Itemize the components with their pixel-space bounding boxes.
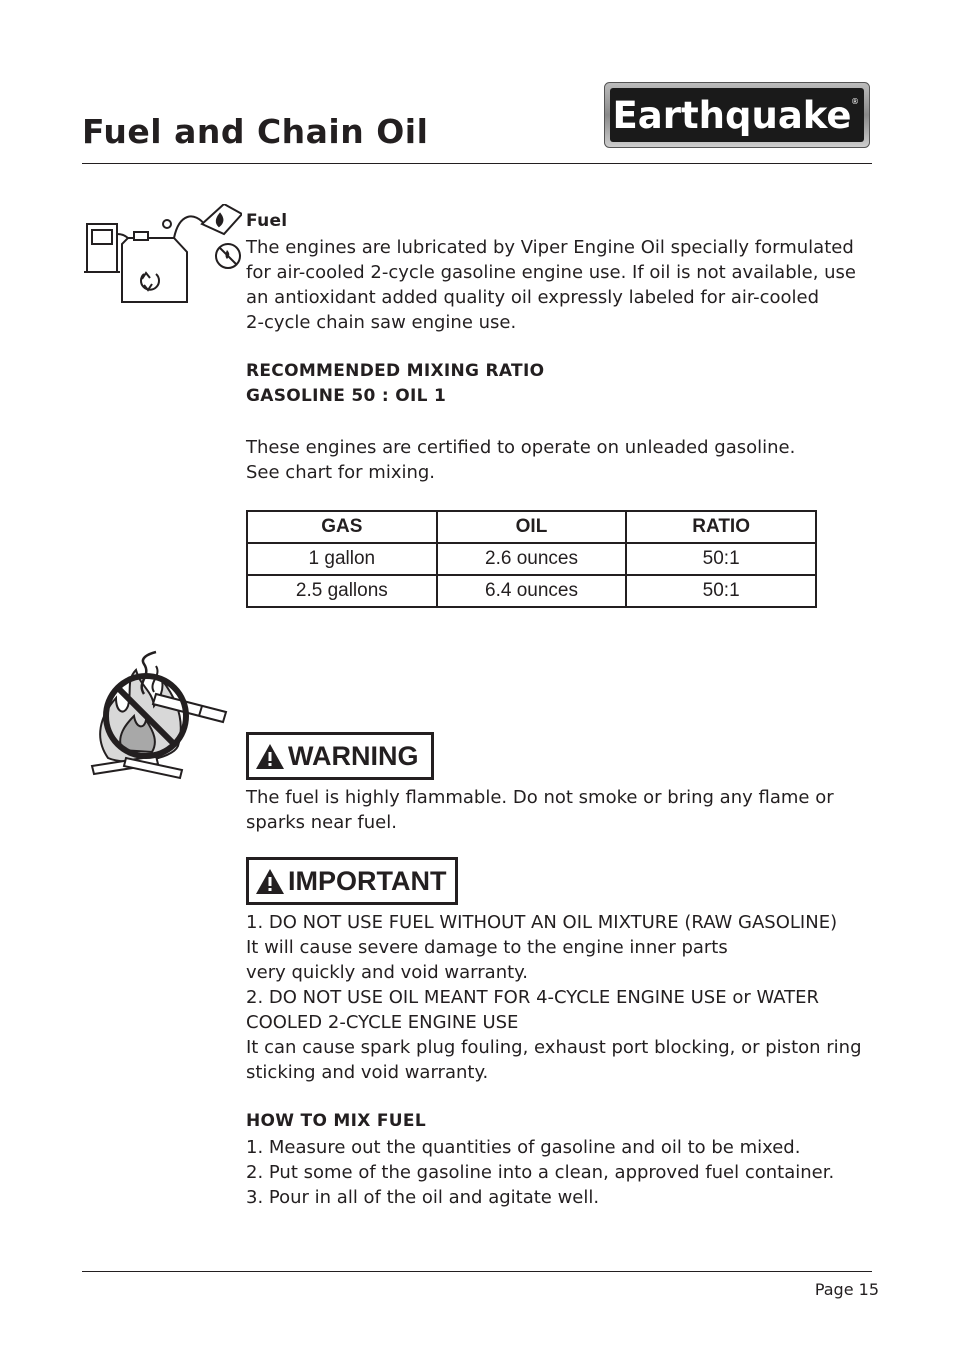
- earthquake-logo: [604, 82, 870, 148]
- important-badge: [246, 857, 458, 905]
- certified-paragraph: [246, 435, 795, 485]
- warning-text: [246, 785, 834, 835]
- text-line: It will cause severe damage to the engine inner parts: [246, 937, 728, 958]
- page-title: Fuel and Chain Oil: [82, 112, 429, 151]
- text-line: an antioxidant added quality oil expressly labeled for air-cooled: [246, 287, 820, 308]
- warning-label: WARNING: [288, 740, 419, 771]
- text-line: 2-cycle chain saw engine use.: [246, 312, 517, 333]
- list-item: 1. Measure out the quantities of gasoline and oil to be mixed.: [246, 1137, 801, 1158]
- warning-triangle-icon: [255, 868, 285, 895]
- table-cell: 2.5 gallons: [247, 575, 437, 607]
- table-cell: 50:1: [626, 575, 816, 607]
- mixing-ratio-value: GASOLINE 50 : OIL 1: [246, 386, 447, 406]
- footer-divider: [82, 1271, 872, 1272]
- text-line: The fuel is highly flammable. Do not smoke or bring any flame or: [246, 787, 834, 808]
- text-line: sparks near fuel.: [246, 812, 397, 833]
- table-header-cell: OIL: [437, 511, 627, 543]
- fuel-paragraph: [246, 235, 856, 335]
- mixing-ratio-heading: RECOMMENDED MIXING RATIO: [246, 361, 545, 381]
- important-text: [246, 910, 862, 1085]
- text-line: The engines are lubricated by Viper Engine Oil specially formulated: [246, 237, 854, 258]
- text-line: 1. DO NOT USE FUEL WITHOUT AN OIL MIXTURE (RAW GASOLINE): [246, 912, 838, 933]
- table-cell: 50:1: [626, 543, 816, 575]
- logo-registered-mark: ®: [851, 97, 859, 106]
- logo-text: Earthquake: [612, 94, 852, 137]
- table-header-cell: GAS: [247, 511, 437, 543]
- page-number: Page 15: [814, 1280, 879, 1299]
- text-line: These engines are certified to operate on unleaded gasoline.: [246, 437, 796, 458]
- text-line: 2. DO NOT USE OIL MEANT FOR 4-CYCLE ENGINE USE or WATER: [246, 987, 820, 1008]
- how-to-mix-steps: [246, 1135, 834, 1210]
- text-line: for air-cooled 2-cycle gasoline engine use. If oil is not available, use: [246, 262, 857, 283]
- text-line: sticking and void warranty.: [246, 1062, 489, 1083]
- list-item: 3. Pour in all of the oil and agitate well.: [246, 1187, 600, 1208]
- list-item: 2. Put some of the gasoline into a clean, approved fuel container.: [246, 1162, 835, 1183]
- fuel-can-icon: [84, 204, 242, 306]
- text-line: See chart for mixing.: [246, 462, 436, 483]
- no-smoking-fire-icon: [86, 646, 236, 782]
- table-row: [247, 543, 816, 575]
- warning-triangle-icon: [255, 743, 285, 770]
- text-line: It can cause spark plug fouling, exhaust port blocking, or piston ring: [246, 1037, 862, 1058]
- warning-badge: [246, 732, 434, 780]
- fuel-heading: Fuel: [246, 211, 288, 231]
- table-header-cell: RATIO: [626, 511, 816, 543]
- table-cell: 1 gallon: [247, 543, 437, 575]
- mixing-table: [246, 510, 817, 608]
- table-cell: 6.4 ounces: [437, 575, 627, 607]
- important-label: IMPORTANT: [288, 865, 447, 896]
- table-row: [247, 575, 816, 607]
- text-line: very quickly and void warranty.: [246, 962, 528, 983]
- table-header-row: [247, 511, 816, 543]
- header-divider: [82, 163, 872, 164]
- table-cell: 2.6 ounces: [437, 543, 627, 575]
- how-to-mix-heading: HOW TO MIX FUEL: [246, 1111, 426, 1131]
- text-line: COOLED 2-CYCLE ENGINE USE: [246, 1012, 519, 1033]
